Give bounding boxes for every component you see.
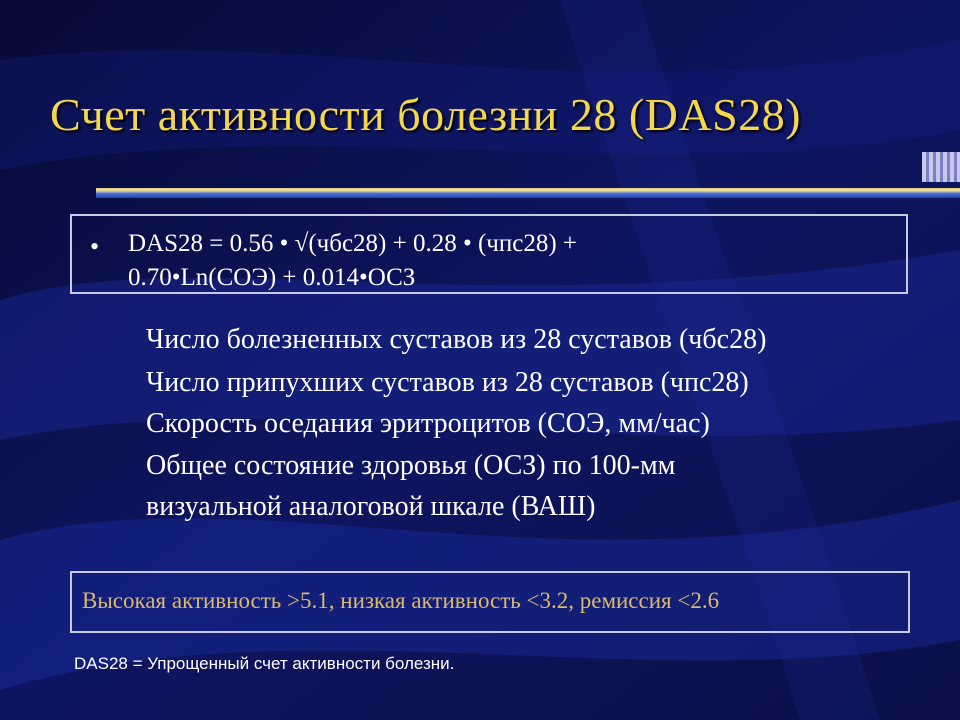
slide-title: Счет активности болезни 28 (DAS28) (50, 89, 802, 140)
activity-thresholds: Высокая активность >5.1, низкая активность <3.2, ремиссия <2.6 (82, 588, 720, 613)
decorative-block (922, 152, 960, 182)
formula-line-2: 0.70•Ln(СОЭ) + 0.014•ОСЗ (128, 264, 416, 291)
title-underline (96, 188, 960, 198)
definition-line: Общее состояние здоровья (ОСЗ) по 100-мм (146, 450, 676, 481)
definition-line: Число болезненных суставов из 28 суставов (чбс28) (146, 324, 767, 355)
definition-line: визуальной аналоговой шкале (ВАШ) (146, 491, 596, 522)
bullet-marker: • (90, 232, 100, 261)
formula-line-1: DAS28 = 0.56 • √(чбс28) + 0.28 • (чпс28) + (128, 230, 578, 257)
footnote: DAS28 = Упрощенный счет активности болезни. (74, 654, 455, 673)
definition-line: Число припухших суставов из 28 суставов (чпс28) (146, 367, 749, 398)
definition-line: Скорость оседания эритроцитов (СОЭ, мм/час) (146, 408, 710, 439)
